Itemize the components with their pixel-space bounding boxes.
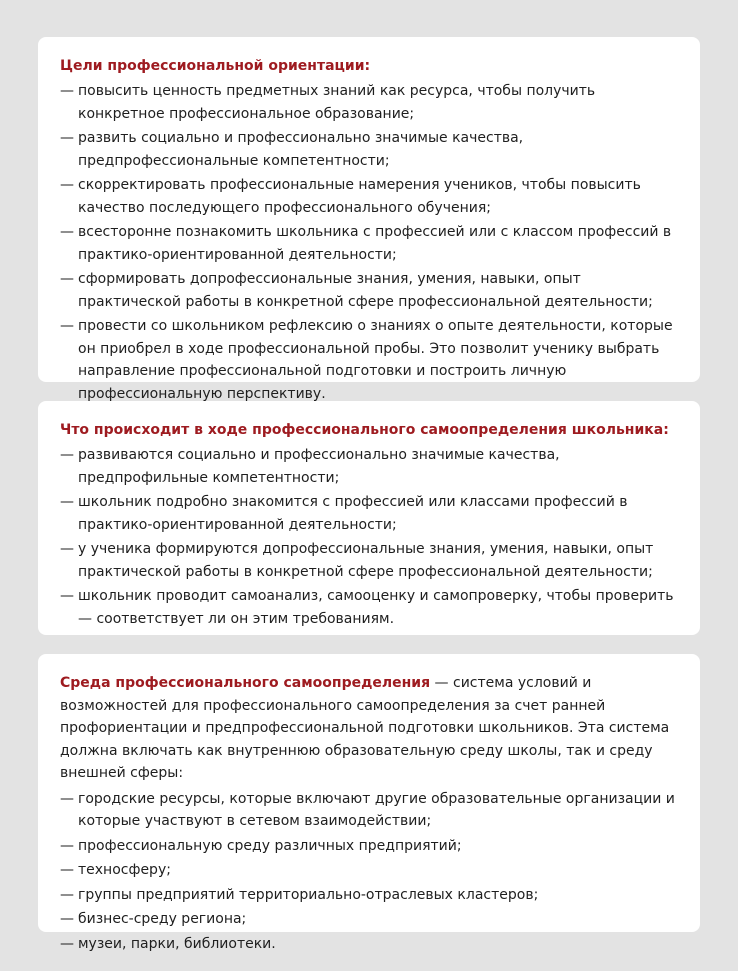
list-item: — музеи, парки, библиотеки. — [60, 933, 678, 956]
list-item: — школьник проводит самоанализ, самооценку и самопроверку, чтобы проверить — соответствует ли он этим требованиям. — [60, 585, 678, 630]
list-item: — техносферу; — [60, 859, 678, 882]
goals-card — [38, 37, 700, 402]
environment-card — [38, 654, 700, 952]
environment-definition — [60, 672, 678, 785]
list-item: — всесторонне познакомить школьника с профессией или с классом профессий в практико-ориентированной деятельности; — [60, 221, 678, 266]
list-item: — группы предприятий территориально-отраслевых кластеров; — [60, 884, 678, 907]
list-item: — городские ресурсы, которые включают другие образовательные организации и которые участвуют в сетевом взаимодействии; — [60, 788, 678, 833]
list-item: — школьник подробно знакомится с профессией или классами профессий в практико-ориентированной деятельности; — [60, 491, 678, 536]
list-item: — повысить ценность предметных знаний как ресурса, чтобы получить конкретное профессиональное образование; — [60, 80, 678, 125]
process-list — [60, 444, 678, 630]
list-item: — сформировать допрофессиональные знания, умения, навыки, опыт практической работы в конкретной сфере профессиональной деятельности; — [60, 268, 678, 313]
list-item: — бизнес-среду региона; — [60, 908, 678, 931]
goals-title: Цели профессиональной ориентации: — [60, 58, 371, 74]
process-title: Что происходит в ходе профессионального самоопределения школьника: — [60, 422, 669, 438]
process-card — [38, 401, 700, 635]
list-item: — развиваются социально и профессионально значимые качества, предпрофильные компетентности; — [60, 444, 678, 489]
environment-term: Среда профессионального самоопределения — [60, 675, 431, 691]
list-item: — у ученика формируются допрофессиональные знания, умения, навыки, опыт практической работы в конкретной сфере профессиональной деятельности; — [60, 538, 678, 583]
environment-definition-text: — система условий и возможностей для профессионального самоопределения за счет ранней профориентации и предпрофессиональной подготовки школьников. Эта система должна включать как внутреннюю образовательную среду школы, так и среду внешней сферы: — [60, 675, 670, 781]
environment-list — [60, 788, 678, 956]
list-item: — скорректировать профессиональные намерения учеников, чтобы повысить качество последующего профессионального обучения; — [60, 174, 678, 219]
list-item: — провести со школьником рефлексию о знаниях о опыте деятельности, которые он приобрел в ходе профессиональной пробы. Это позволит ученику выбрать направление профессиональной подготовки и построить личную профессиональную перспективу. — [60, 315, 678, 405]
goals-list — [60, 80, 678, 405]
list-item: — профессиональную среду различных предприятий; — [60, 835, 678, 858]
list-item: — развить социально и профессионально значимые качества, предпрофессиональные компетентности; — [60, 127, 678, 172]
